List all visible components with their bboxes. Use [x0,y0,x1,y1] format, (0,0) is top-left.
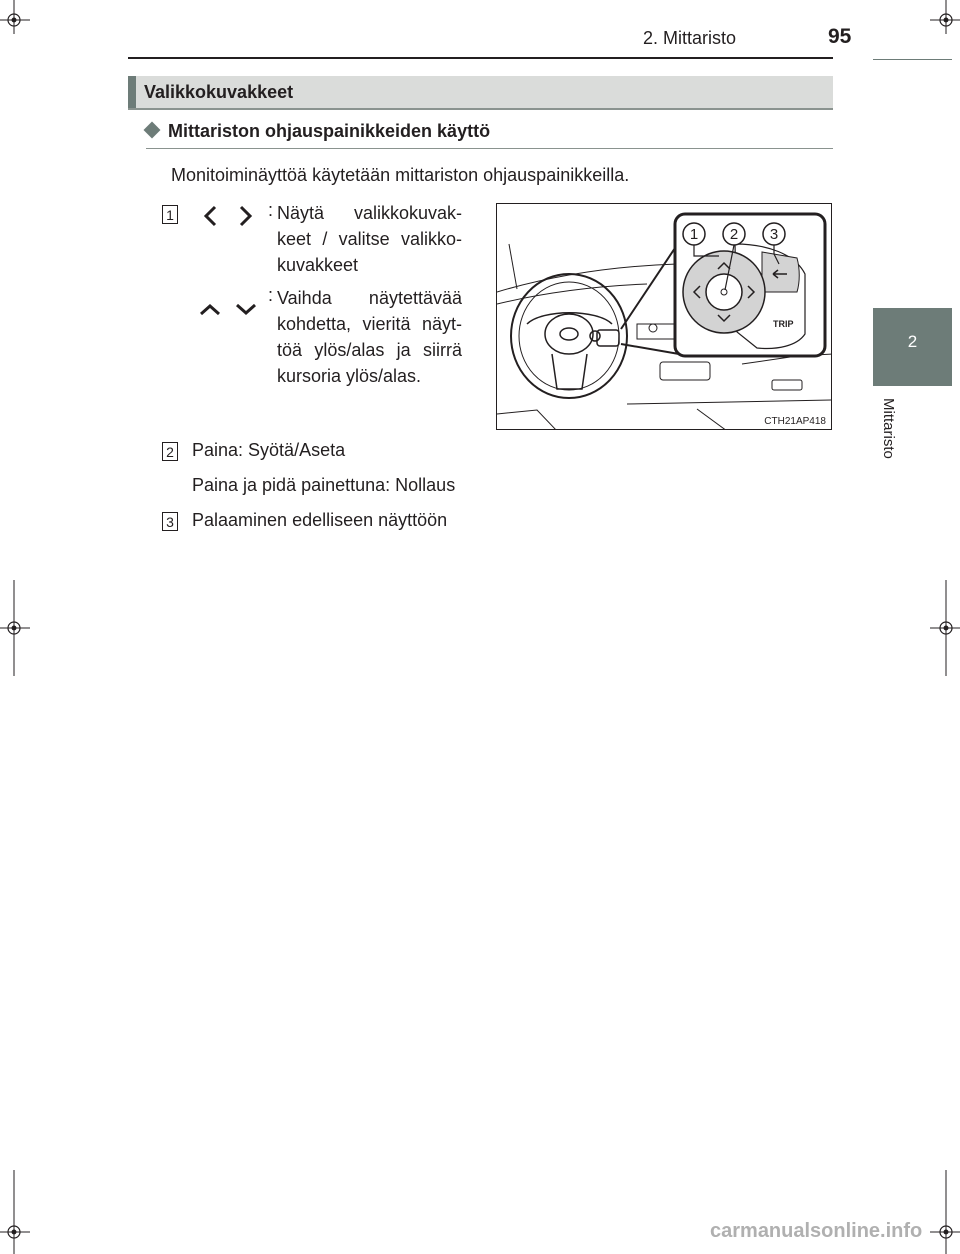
steering-wheel-illustration [496,203,832,430]
item-1-row-2-description: Vaihda näytettävää kohdetta, vieritä näyt-töä ylös/alas ja siirrä kursoria ylös/alas. [277,288,462,386]
crop-mark-icon [0,0,30,34]
figure-callout-1: 1 [689,226,699,243]
page-number: 95 [828,25,852,48]
item-2-line-2: Paina ja pidä painettuna: Nollaus [192,475,456,495]
item-number-1: 1 [162,205,178,224]
colon: : [268,285,274,305]
subsection-rule [146,148,833,149]
diamond-bullet-icon [144,122,161,139]
header-rule [128,57,833,59]
colon: : [268,200,274,220]
crop-mark-icon [0,580,30,676]
watermark: carmanualsonline.info [710,1220,923,1242]
chapter-tab [873,308,952,386]
subsection-heading [146,121,490,142]
chapter-tab-label: Mittaristo [880,398,897,459]
intro-text: Monitoiminäyttöä käytetään mittariston ohjauspainikkeilla. [171,165,630,185]
chapter-tab-number: 2 [907,332,918,351]
item-1-row-1-description: Näytä valikkokuvak-keet / valitse valikko-kuvakkeet [277,203,462,275]
item-2-line-1: Paina: Syötä/Aseta [192,440,346,460]
item-number-2: 2 [162,442,178,461]
section-title-bar [128,76,833,110]
steering-wheel-drawing [497,204,832,430]
chevron-right-icon [238,205,254,227]
chevron-left-icon [202,205,218,227]
section-bar-accent [128,76,136,108]
item-3-line-1: Palaaminen edelliseen näyttöön [192,510,448,530]
crop-mark-icon [930,0,960,34]
item-number-3: 3 [162,512,178,531]
section-title: Valikkokuvakkeet [144,82,294,102]
trip-label: TRIP [773,319,794,329]
figure-callout-3: 3 [769,226,779,243]
figure-callout-2: 2 [729,226,739,243]
crop-mark-icon [0,1170,30,1254]
header-title: 2. Mittaristo [643,28,737,48]
figure-code: CTH21AP418 [764,416,826,427]
side-tab-rule [873,59,952,60]
subsection-title: Mittariston ohjauspainikkeiden käyttö [168,121,491,141]
chevron-up-icon [199,302,221,316]
crop-mark-icon [930,580,960,676]
chevron-down-icon [235,302,257,316]
crop-mark-icon [930,1170,960,1254]
